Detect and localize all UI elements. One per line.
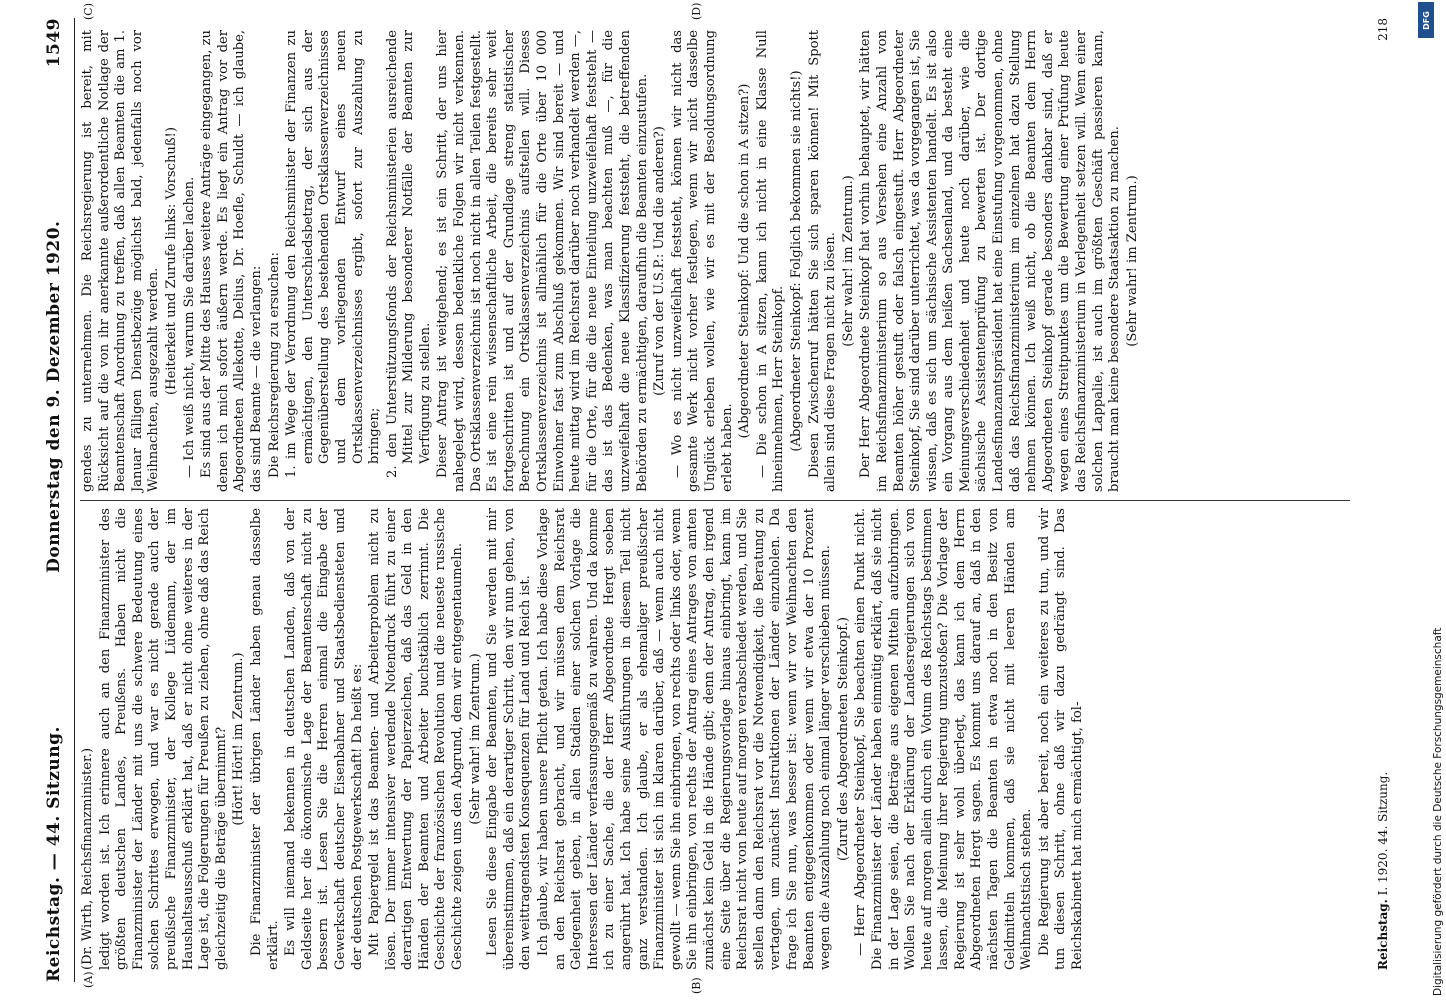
paragraph: Diesen Zwischenruf hätten Sie sich sparen können! Mit Spott allein sind diese Fragen nicht zu lösen. <box>806 30 839 492</box>
page-footer <box>1376 18 1396 970</box>
paragraph: — Wo es nicht unzweifelhaft feststeht, können wir nicht das gesamte Werk nicht vorher festlegen, wenn wir nicht dasselbe Unglück erleben wollen, wie wir es mit der Besoldungsordnung erlebt haben. <box>669 30 735 492</box>
right-column <box>80 30 1360 492</box>
dfg-credit-text: Digitalisierung gefördert durch die Deutsche Forschungsgemeinschaft <box>1432 627 1444 996</box>
paragraph: (Sehr wahr! im Zentrum.) <box>840 175 856 347</box>
paragraph: (Heiterkeit und Zurufe links: Vorschuß!) <box>163 127 179 395</box>
paragraph: Die Reichsregierung zu ersuchen: <box>266 252 282 478</box>
paragraph: (Sehr wahr! im Zentrum.) <box>1124 175 1140 347</box>
margin-marker-a: (A) <box>82 971 95 988</box>
footer-left-bold: Reichstag. <box>1376 899 1390 970</box>
running-head <box>44 18 70 982</box>
paragraph: ledigt worden ist. Ich erinnere auch an den Finanzminister des größten deutschen Landes, Preußens. Haben nicht die Finanzminister der Länder mit uns die schwere Bedeutung eines solchen Schrittes erwogen, und war es nicht gerade auch der preußische Finanzminister, der Kollege Lüdemann, der im Haushaltsausschuß erklärt hat, daß er nicht ohne weiteres in der Lage ist, die Folgerungen für Preußen zu ziehen, ohne daß das Reich gleichzeitig die Beträge übernimmt? <box>97 508 229 970</box>
paragraph: Die Finanzminister der übrigen Länder haben genau dasselbe erklärt. <box>248 508 281 970</box>
header-rule <box>74 18 75 982</box>
column-divider <box>80 500 1350 501</box>
paragraph: (Zuruf von der U.S.P.: Und die anderen?) <box>652 126 668 396</box>
paragraph: — Herr Abgeordneter Steinkopf, Sie beachten einen Punkt nicht. Die Finanzminister der Länder haben einmütig erklärt, daß sie nicht in der Lage seien, die Beträge aus eigenen Mitteln aufzubringen. Wollen Sie nach der Erklärung der Landesregierungen sich von heute auf morgen allein durch ein Votum des Reichstags bestimmen lassen, die Meinung ihrer Regierung umzustoßen? Die Vorlage der Regierung ist sehr wohl überlegt, das kann ich dem Herrn Abgeordneten Hergt sagen. Es kommt uns darauf an, daß in den nächsten Tagen die Beamten in etwa noch in den Besitz von Geldmitteln kommen, daß sie nicht mit leeren Händen am Weihnachtstisch stehen. <box>853 508 1035 970</box>
paragraph: gendes zu unternehmen. Die Reichsregierung ist bereit, mit Rücksicht auf die von ihr anerkannte außerordentliche Notlage der Beamtenschaft Anordnung zu treffen, daß allen Beamten die am 1. Januar fälligen Dienstbezüge möglichst bald, jedenfalls noch vor Weihnachten, ausgezahlt werden. <box>80 30 162 492</box>
footer-left <box>1376 772 1396 970</box>
paragraph: (Hört! Hört! im Zentrum.) <box>231 652 247 826</box>
paragraph: (Abgeordneter Steinkopf: Und die schon in A sitzen?) <box>737 83 753 439</box>
paragraph: Es sind aus der Mitte des Hauses weitere Anträge eingegangen, zu denen ich mich sofort äußern werde. Es liegt ein Antrag vor der Abgeordneten Allekotte, Delius, Dr. Hoefle, Schuldt — ich glaube, das sind Beamte — die verlangen: <box>199 30 264 492</box>
running-head-left: Reichstag. — 44. Sitzung. <box>44 726 64 982</box>
paragraph: Die Regierung ist aber bereit, noch ein weiteres zu tun, und wir tun diesen Schritt, ohne daß wir dazu gedrängt sind. Das Reichskabinett hat mich ermächtigt, fol- <box>1036 508 1086 970</box>
footer-signature-number: 218 <box>1376 18 1390 41</box>
left-column <box>80 508 1360 970</box>
footer-left-rest: I. 1920. 44. Sitzung. <box>1376 771 1390 900</box>
paragraph: Lesen Sie diese Eingabe der Beamten, und Sie werden mit mir übereinstimmen, daß ein derartiger Schritt, den wir nun gehen, von den weittragendsten Konsequenzen für Land und Reich ist. <box>485 508 534 970</box>
paragraph: Es will niemand bekennen in deutschen Landen, daß von der Geldseite her die ökonomische Lage der Beamtenschaft nicht zu bessern ist. Lesen Sie die Herren einmal die Eingabe der Gewerkschaft deutscher Eisenbahner und Staatsbediensteten und der deutschen Postgewerkschaft! Da heißt es: <box>283 508 365 970</box>
margin-marker-b: (B) <box>690 977 703 994</box>
running-head-center: Donnerstag den 9. Dezember 1920. <box>44 220 64 573</box>
paragraph: (Dr. Wirth, Reichsfinanzminister.) <box>80 747 95 970</box>
paragraph: 2. den Unterstützungsfonds der Reichsministerien ausreichende Mittel zur Milderung besonderer Notfälle der Beamten zur Verfügung zu stellen. <box>384 30 433 478</box>
paragraph: Der Herr Abgeordnete Steinkopf hat vorhin behauptet, wir hätten im Reichsfinanzministerium so aus Versehen eine Anzahl von Beamten höher gestuft oder falsch eingestuft. Herr Abgeordneter Steinkopf, Sie sind darüber unterrichtet, was da vorgegangen ist, Sie wissen, daß es sich um sächsische Assistenten handelt. Es ist also ein Vorgang aus dem heißen Sachsenland, und da besteht eine Meinungsverschiedenheit und heute noch darüber, wie die sächsische Assistentenprüfung zu bewerten ist. Der dortige Landesfinanzamtspräsident hat eine Einstufung vorgenommen, ohne daß das Reichsfinanzministerium im einzelnen hat dazu Stellung nehmen können. Ich weiß nicht, ob die Beamten dem Herrn Abgeordneten Steinkopf gerade besonders dankbar sind, daß er wegen eines Streitpunktes um die Bewertung einer Prüfung heute das Reichsfinanzministerium in Verlegenheit setzen will. Wenn einer solchen Lappalie, ist auch im größten Geschäft passieren kann, braucht man keine besondere Staatsaktion zu machen. <box>858 30 1123 492</box>
margin-marker-d: (D) <box>690 2 703 20</box>
dfg-credit-strip <box>1418 2 1444 998</box>
page-number: 1549 <box>44 18 64 68</box>
paragraph: 1. im Wege der Verordnung den Reichsminister der Finanzen zu ermächtigen, den Unterschiedsbetrag, der sich aus der Gegenüberstellung des bestehenden Ortsklassenverzeichnisses und dem vorliegenden Entwurf eines neuen Ortsklassenverzeichnisses ergibt, sofort zur Auszahlung zu bringen; <box>284 30 383 478</box>
dfg-logo-text: DFG <box>1421 10 1431 30</box>
margin-marker-c: (C) <box>82 3 95 20</box>
paragraph: Dieser Antrag ist weitgehend; es ist ein Schritt, der uns hier nahegelegt wird, dessen bedenkliche Folgen wir nicht verkennen. Das Ortsklassenverzeichnis ist noch nicht in allen Teilen festgestellt. Es ist eine rein wissenschaftliche Arbeit, die bereits sehr weit fortgeschritten ist und auf der Grundlage streng statistischer Berechnung ein Ortsklassenverzeichnis aufstellen will. Dieses Ortsklassenverzeichnis ist allmählich für die Orte über 10 000 Einwohner fast zum Abschluß gekommen. Wir sind bereit — und heute mittag wird im Reichsrat darüber noch verhandelt werden —, für die Orte, für die die neue Einteilung unzweifelhaft feststeht — das ist das Bedenken, was man beachten muß —, für die unzweifelhaft die neue Klassifizierung feststeht, die betreffenden Behörden zu ermächtigen, daraufhin die Beamten einzustufen. <box>435 30 650 492</box>
paragraph: (Abgeordneter Steinkopf: Folglich bekommen sie nichts!) <box>788 70 804 452</box>
paragraph: Mit Papiergeld ist das Beamten- und Arbeiterproblem nicht zu lösen. Der immer intensiver werdende Notendruck führt zu einer derartigen Entwertung der Papierzeichen, daß das Geld in den Händen der Beamten und Arbeiter buchstäblich zerrinnt. Die Geschichte der französischen Revolution und die neueste russische Geschichte zeigen uns den Abgrund, dem wir entgegentaumeln. <box>367 508 466 970</box>
paragraph: Ich glaube, wir haben unsere Pflicht getan. Ich habe diese Vorlage an den Reichsrat gebracht, und wir müssen dem Reichsrat Gelegenheit geben, in allen Stadien einer solchen Vorlage die Interessen der Länder verfassungsgemäß zu wahren. Und da komme ich zu einer Sache, die der Herr Abgeordnete Hergt soeben angerührt hat. Ich habe seine Ausführungen in diesem Teil nicht ganz verstanden. Ich glaube, er als ehemaliger preußischer Finanzminister ist sich im klaren darüber, daß — wenn auch nicht gewollt — wenn Sie ihn einbringen, von rechts oder links oder, wenn Sie ihn einbringen, von rechts der Antrag eines Antrages von amten zunächst kein Geld in die Hände gibt; denn der Antrag, den irgend eine Seite über die Regierungsvorlage hinaus einbringt, kann im Reichsrat nicht von heute auf morgen verabschiedet werden, und Sie stellen dann den Reichsrat vor die Notwendigkeit, die Beratung zu vertagen, um zunächst Instruktionen der Länder einzuholen. Da frage ich Sie nun, was besser ist: wenn wir vor Weihnachten den Beamten entgegenkommen oder wenn wir etwa der 10 Prozent wegen die Auszahlung noch einmal länger verschieben müssen. <box>536 508 834 970</box>
paragraph: (Sehr wahr! im Zentrum.) <box>467 653 483 825</box>
paragraph: — Die schon in A sitzen, kann ich nicht in eine Klasse Null hineinnehmen, Herr Steinkopf. <box>754 30 787 492</box>
rotated-page <box>30 0 1420 1000</box>
paragraph: (Zuruf des Abgeordneten Steinkopf.) <box>835 616 851 862</box>
paragraph: — Ich weiß nicht, warum Sie darüber lachen. <box>181 176 197 478</box>
